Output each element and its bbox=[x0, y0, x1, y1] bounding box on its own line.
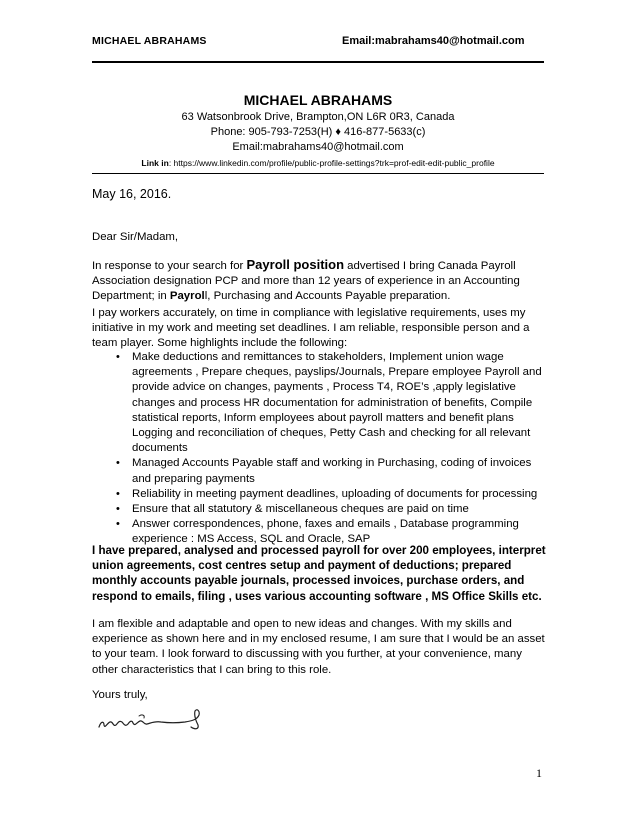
list-item: • Make deductions and remittances to stakeholders, Implement union wage agreements , Prepare cheques, payslips/Journals, Prepare employee Payroll and provide advice on changes, payments , Process T4, ROE’s ,apply legislative changes and process HR documentation for administration of benefits, Compile statistical reports, Inform employees about payroll matters and benefit plans Logging and reconciliation of cheques, Petty Cash and checking for all relevant documents bbox=[132, 350, 548, 456]
paragraph-highlights: I pay workers accurately, on time in compliance with legislative requirements, uses my initiative in my work and meeting set deadlines. I am reliable, responsible person and a team player. Some highlights include the following: bbox=[92, 307, 530, 350]
contact-name: MICHAEL ABRAHAMS bbox=[243, 92, 393, 108]
intro-position: Payroll position bbox=[246, 257, 345, 272]
paragraph-intro bbox=[92, 257, 548, 305]
handwritten-signature bbox=[95, 703, 215, 735]
header-divider bbox=[92, 61, 544, 63]
page-number: 1 bbox=[536, 766, 542, 780]
intro-payroll-bold: Payrol bbox=[169, 290, 205, 303]
paragraph-experience: I have prepared, analysed and processed payroll for over 200 employees, interpret union agreements, cost centres setup and payment of deductions; prepared monthly accounts payable journals, processed invoices, purchase orders, and respond to emails, filing , uses various accounting software , MS Office Skills etc. bbox=[92, 544, 546, 603]
intro-text-3: l, Purchasing and Accounts Payable preparation. bbox=[204, 290, 451, 303]
header-email: Email:mabrahams40@hotmail.com bbox=[342, 35, 525, 47]
letter-signoff: Yours truly, bbox=[92, 689, 148, 701]
contact-linkedin bbox=[92, 158, 544, 168]
letter-greeting: Dear Sir/Madam, bbox=[92, 231, 179, 243]
contact-phone: Phone: 905-793-7253(H) ♦ 416-877-5633(c) bbox=[210, 126, 426, 138]
header-name: MICHAEL ABRAHAMS bbox=[92, 35, 207, 47]
highlights-list bbox=[92, 350, 548, 548]
list-item: • Reliability in meeting payment deadlines, uploading of documents for processing bbox=[132, 487, 548, 502]
contact-email: Email:mabrahams40@hotmail.com bbox=[232, 141, 404, 153]
paragraph-closing: I am flexible and adaptable and open to new ideas and changes. With my skills and experience as shown here and in my enclosed resume, I am sure that I would be an asset to your team. I look forward to discussing with you further, at your convenience, many other characteristics that I can bring to this role. bbox=[92, 618, 545, 676]
list-item: • Ensure that all statutory & miscellaneous cheques are paid on time bbox=[132, 502, 548, 517]
linkedin-url[interactable]: : https://www.linkedin.com/profile/public-profile-settings?trk=prof-edit-edit-public_profile bbox=[168, 158, 495, 168]
list-item: • Answer correspondences, phone, faxes and emails , Database programming experience : MS Access, SQL and Oracle, SAP bbox=[132, 517, 548, 547]
list-item: • Managed Accounts Payable staff and working in Purchasing, coding of invoices and preparing payments bbox=[132, 456, 548, 486]
intro-text-2: advertised I bring Canada Payroll Association designation PCP and more than 12 years of experience in an Accounting Department; in bbox=[92, 260, 520, 303]
contact-address: 63 Watsonbrook Drive, Brampton,ON L6R 0R3, Canada bbox=[181, 111, 455, 123]
linkedin-label: Link in bbox=[141, 158, 169, 168]
contact-divider bbox=[92, 173, 544, 174]
intro-text-1: In response to your search for bbox=[92, 260, 247, 272]
letter-date: May 16, 2016. bbox=[92, 187, 172, 201]
